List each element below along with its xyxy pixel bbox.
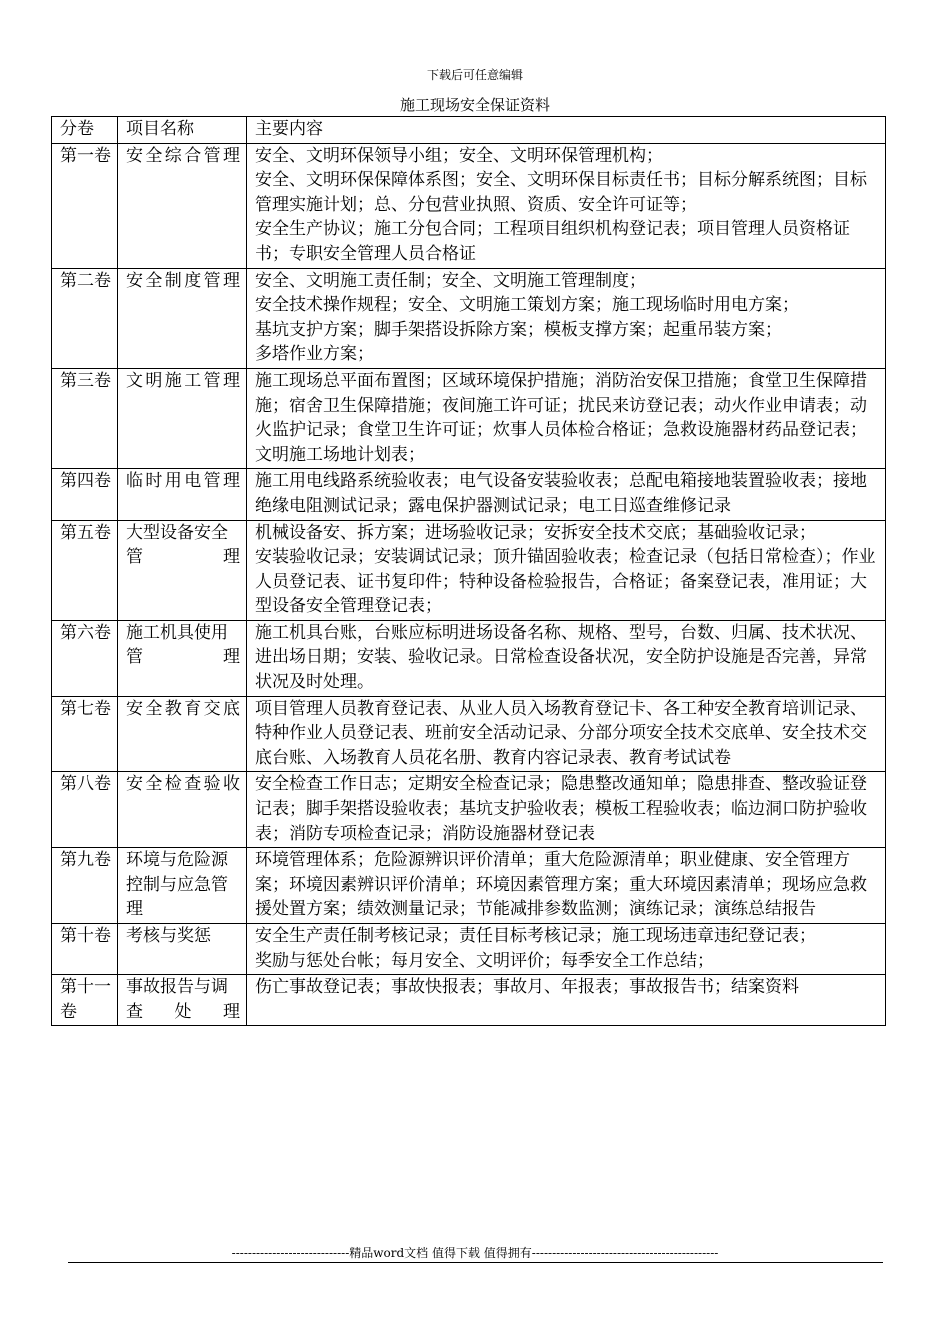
- document-title: 施工现场安全保证资料: [399, 96, 550, 114]
- column-header-content: 主要内容: [247, 117, 886, 144]
- volume-cell: 第八卷: [52, 772, 118, 848]
- content-paragraph: 环境管理体系；危险源辨识评价清单；重大危险源清单；职业健康、安全管理方案；环境因素辨识评价清单；环境因素管理方案；重大环境因素清单；现场应急救援处置方案；绩效测量记录；节能减排参数监测；演练记录；演练总结报告: [255, 850, 867, 920]
- content-cell: [247, 848, 886, 924]
- item-name-cell: 安全检查验收: [118, 772, 247, 848]
- volume-cell: 第七卷: [52, 696, 118, 772]
- item-name-cell: 安全制度管理: [118, 268, 247, 368]
- volume-cell: 第十卷: [52, 924, 118, 975]
- item-name-cell: 事故报告与调查处理: [118, 975, 247, 1026]
- table-row: [52, 368, 886, 468]
- content-paragraph: 施工现场总平面布置图；区域环境保护措施；消防治安保卫措施；食堂卫生保障措施；宿舍卫生保障措施；夜间施工许可证；扰民来访登记表；动火作业申请表；动火监护记录；食堂卫生许可证；炊事人员体检合格证；急救设施器材药品登记表；文明施工场地计划表；: [255, 370, 867, 465]
- table-row: [52, 469, 886, 520]
- item-name-cell: 安全教育交底: [118, 696, 247, 772]
- table-header-row: [52, 117, 886, 144]
- volume-cell: 第九卷: [52, 848, 118, 924]
- content-paragraph: 安全检查工作日志；定期安全检查记录；隐患整改通知单；隐患排查、整改验证登记表；脚手架搭设验收表；基坑支护验收表；模板工程验收表；临边洞口防护验收表；消防专项检查记录；消防设施器材登记表: [255, 774, 867, 844]
- content-cell: [247, 924, 886, 975]
- volume-cell: 第三卷: [52, 368, 118, 468]
- header-note: 下载后可任意编辑: [426, 68, 523, 82]
- table-row: [52, 848, 886, 924]
- volume-cell: 第一卷: [52, 143, 118, 268]
- table-row: [52, 143, 886, 268]
- content-paragraph: 安全生产协议；施工分包合同；工程项目组织机构登记表；项目管理人员资格证书；专职安全管理人员合格证: [255, 219, 850, 264]
- safety-documents-table: [51, 116, 886, 1026]
- content-cell: [247, 143, 886, 268]
- content-paragraph: 安装验收记录；安装调试记录；顶升锚固验收表；检查记录（包括日常检查）；作业人员登记表、证书复印件；特种设备检验报告，合格证；备案登记表，准用证；大型设备安全管理登记表；: [255, 547, 876, 617]
- content-paragraph: 施工机具台账，台账应标明进场设备名称、规格、型号，台数、归属、技术状况、进出场日期；安装、验收记录。日常检查设备状况，安全防护设施是否完善，异常状况及时处理。: [255, 622, 867, 693]
- content-cell: [247, 975, 886, 1026]
- item-name-cell: 环境与危险源控制与应急管理: [118, 848, 247, 924]
- table-row: [52, 924, 886, 975]
- item-name-cell: 文明施工管理: [118, 368, 247, 468]
- table-row: [52, 772, 886, 848]
- content-paragraph: 多塔作业方案；: [255, 344, 374, 365]
- content-paragraph: 安全技术操作规程；安全、文明施工策划方案；施工现场临时用电方案；: [255, 295, 799, 316]
- content-paragraph: 奖励与惩处台帐；每月安全、文明评价；每季安全工作总结；: [255, 950, 714, 971]
- content-paragraph: 安全、文明环保保障体系图；安全、文明环保目标责任书；目标分解系统图；目标管理实施计划；总、分包营业执照、资质、安全许可证等；: [255, 170, 867, 215]
- content-paragraph: 安全、文明环保领导小组；安全、文明环保管理机构；: [255, 145, 663, 166]
- table-body: [52, 143, 886, 1026]
- content-cell: [247, 520, 886, 620]
- column-header-item: 项目名称: [118, 117, 247, 144]
- content-paragraph: 安全、文明施工责任制；安全、文明施工管理制度；: [255, 270, 646, 291]
- item-name-cell: 安全综合管理: [118, 143, 247, 268]
- item-name-cell: 施工机具使用管理: [118, 620, 247, 696]
- content-paragraph: 项目管理人员教育登记表、从业人员入场教育登记卡、各工种安全教育培训记录、特种作业人员登记表、班前安全活动记录、分部分项安全技术交底单、安全技术交底台账、入场教育人员花名册、教育内容记录表、教育考试试卷: [255, 698, 867, 768]
- column-header-volume: 分卷: [52, 117, 118, 144]
- table-row: [52, 696, 886, 772]
- footer-text: -----------------------------精品word文档 值得下载 值得拥有----------------------------------------------: [231, 1246, 719, 1260]
- content-paragraph: 基坑支护方案；脚手架搭设拆除方案；模板支撑方案；起重吊装方案；: [255, 319, 782, 340]
- content-paragraph: 机械设备安、拆方案；进场验收记录；安拆安全技术交底；基础验收记录；: [255, 522, 816, 543]
- table-row: [52, 520, 886, 620]
- volume-cell: 第六卷: [52, 620, 118, 696]
- volume-cell: 第二卷: [52, 268, 118, 368]
- content-cell: [247, 772, 886, 848]
- volume-cell: 第五卷: [52, 520, 118, 620]
- content-paragraph: 伤亡事故登记表；事故快报表；事故月、年报表；事故报告书；结案资料: [255, 977, 799, 998]
- volume-cell: 第四卷: [52, 469, 118, 520]
- table-row: [52, 268, 886, 368]
- content-paragraph: 安全生产责任制考核记录；责任目标考核记录；施工现场违章违纪登记表；: [255, 926, 816, 946]
- table-row: [52, 975, 886, 1026]
- volume-cell: 第十一卷: [52, 975, 118, 1026]
- item-name-cell: 大型设备安全管理: [118, 520, 247, 620]
- content-cell: [247, 620, 886, 696]
- content-cell: [247, 469, 886, 520]
- content-paragraph: 施工用电线路系统验收表；电气设备安装验收表；总配电箱接地装置验收表；接地绝缘电阻测试记录；露电保护器测试记录；电工日巡查维修记录: [255, 471, 867, 516]
- item-name-cell: 临时用电管理: [118, 469, 247, 520]
- footer-divider: [68, 1262, 883, 1263]
- content-cell: [247, 696, 886, 772]
- content-cell: [247, 268, 886, 368]
- content-cell: [247, 368, 886, 468]
- table-row: [52, 620, 886, 696]
- item-name-cell: 考核与奖惩: [118, 924, 247, 975]
